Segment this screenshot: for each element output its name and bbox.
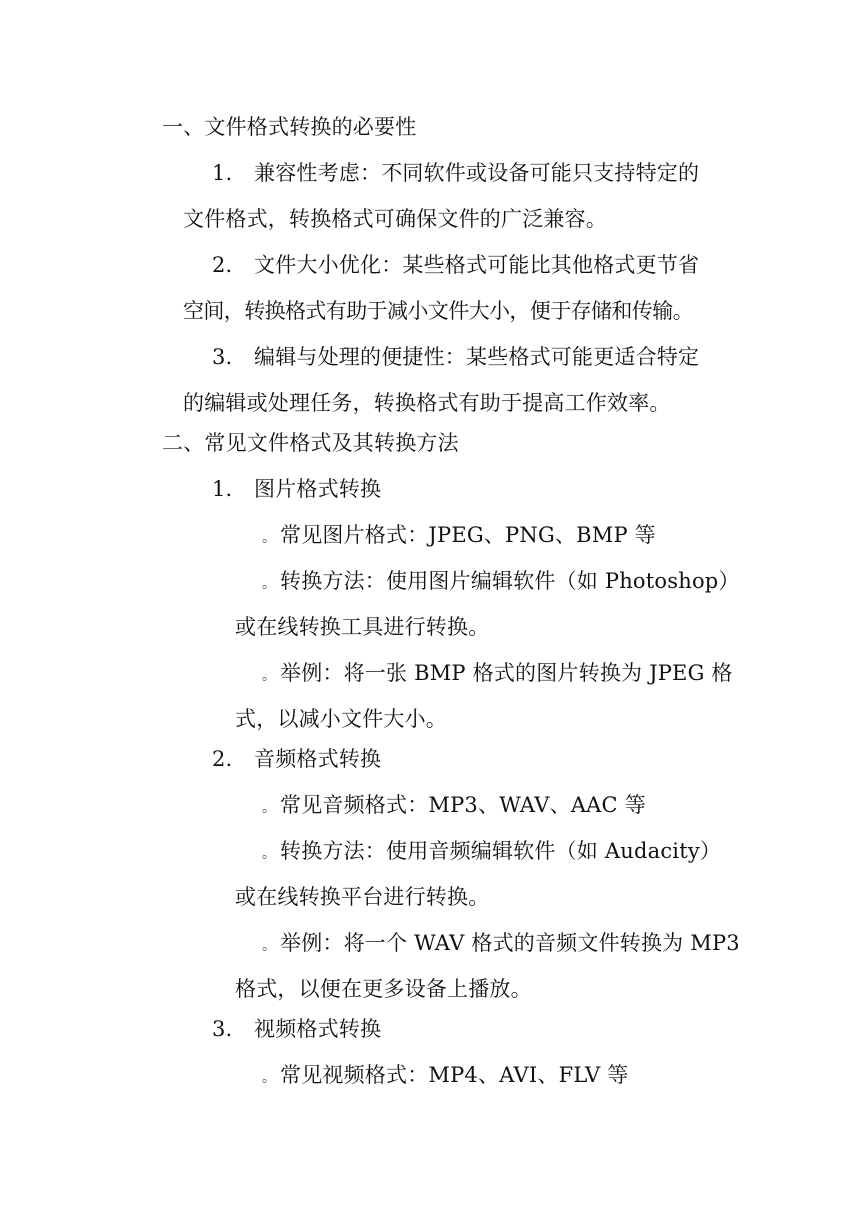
bullet-icon: 。 bbox=[262, 576, 277, 592]
bullet-point bbox=[262, 928, 740, 961]
item-number: 3. bbox=[212, 345, 233, 369]
bullet-continuation: 式，以减小文件大小。 bbox=[235, 707, 447, 731]
bullet-point bbox=[262, 520, 656, 553]
item-text: 文件大小优化：某些格式可能比其他格式更节省 bbox=[254, 253, 700, 277]
section-heading: 二、常见文件格式及其转换方法 bbox=[162, 431, 459, 455]
bullet-text: 常见图片格式：JPEG、PNG、BMP 等 bbox=[280, 523, 656, 547]
subsection-title bbox=[212, 474, 381, 504]
section-heading: 一、文件格式转换的必要性 bbox=[162, 115, 417, 139]
bullet-continuation: 或在线转换工具进行转换。 bbox=[235, 615, 490, 639]
bullet-point bbox=[262, 566, 740, 599]
item-number: 1. bbox=[212, 161, 233, 185]
subsection-title-text: 图片格式转换 bbox=[254, 477, 382, 501]
subsection-title-text: 音频格式转换 bbox=[254, 747, 382, 771]
numbered-item-continuation: 空间，转换格式有助于减小文件大小，便于存储和传输。 bbox=[183, 299, 693, 323]
bullet-point bbox=[262, 790, 646, 823]
item-number: 1. bbox=[212, 477, 233, 501]
subsection-title-text: 视频格式转换 bbox=[254, 1017, 382, 1041]
bullet-continuation: 或在线转换平台进行转换。 bbox=[235, 885, 490, 909]
item-text: 编辑与处理的便捷性：某些格式可能更适合特定 bbox=[254, 345, 700, 369]
bullet-icon: 。 bbox=[262, 668, 277, 684]
bullet-point bbox=[262, 658, 733, 691]
bullet-point bbox=[262, 1060, 628, 1093]
item-number: 2. bbox=[212, 747, 233, 771]
bullet-icon: 。 bbox=[262, 1070, 277, 1086]
bullet-icon: 。 bbox=[262, 530, 277, 546]
numbered-item-first-line bbox=[212, 158, 699, 188]
bullet-icon: 。 bbox=[262, 938, 277, 954]
bullet-text: 转换方法：使用音频编辑软件（如 Audacity） bbox=[280, 839, 722, 863]
bullet-text: 举例：将一张 BMP 格式的图片转换为 JPEG 格 bbox=[280, 661, 733, 685]
bullet-point bbox=[262, 836, 721, 869]
numbered-item-continuation: 文件格式，转换格式可确保文件的广泛兼容。 bbox=[183, 207, 607, 231]
item-text: 兼容性考虑：不同软件或设备可能只支持特定的 bbox=[254, 161, 700, 185]
subsection-title bbox=[212, 744, 381, 774]
bullet-text: 常见视频格式：MP4、AVI、FLV 等 bbox=[280, 1063, 629, 1087]
item-number: 2. bbox=[212, 253, 233, 277]
bullet-text: 转换方法：使用图片编辑软件（如 Photoshop） bbox=[280, 569, 740, 593]
bullet-continuation: 格式，以便在更多设备上播放。 bbox=[235, 977, 532, 1001]
bullet-text: 常见音频格式：MP3、WAV、AAC 等 bbox=[280, 793, 646, 817]
item-number: 3. bbox=[212, 1017, 233, 1041]
bullet-icon: 。 bbox=[262, 800, 277, 816]
numbered-item-first-line bbox=[212, 342, 699, 372]
subsection-title bbox=[212, 1014, 381, 1044]
bullet-icon: 。 bbox=[262, 846, 277, 862]
bullet-text: 举例：将一个 WAV 格式的音频文件转换为 MP3 bbox=[280, 931, 740, 955]
numbered-item-continuation: 的编辑或处理任务，转换格式有助于提高工作效率。 bbox=[183, 391, 671, 415]
numbered-item-first-line bbox=[212, 250, 699, 280]
